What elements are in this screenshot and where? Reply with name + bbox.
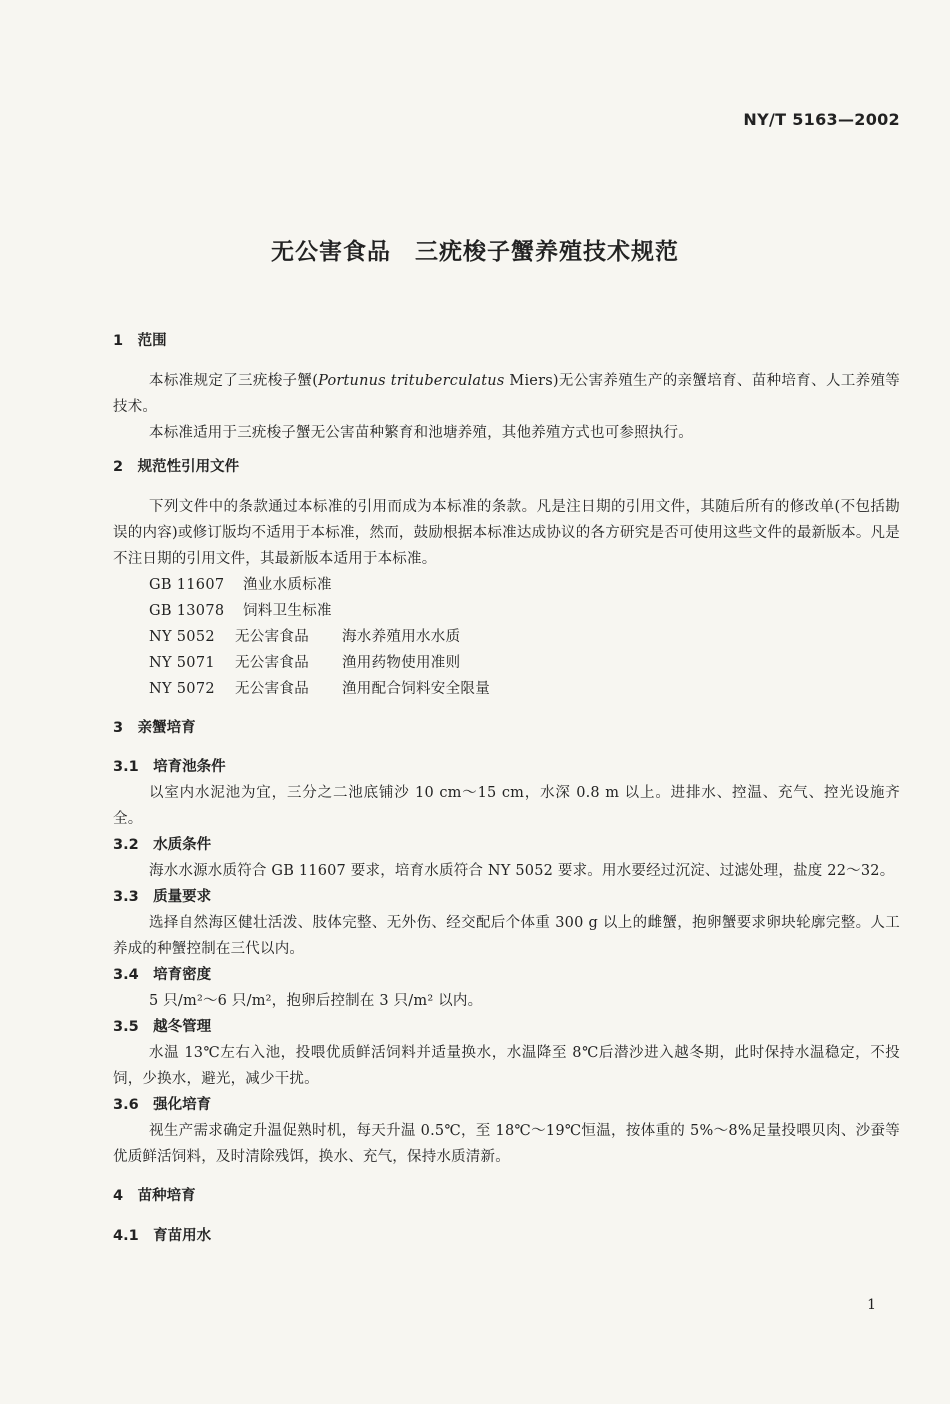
reference-item bbox=[113, 624, 900, 650]
section-1-heading: 1 范围 bbox=[113, 333, 167, 349]
standard-number: NY/T 5163—2002 bbox=[743, 110, 900, 129]
section-1-paragraph-1 bbox=[113, 368, 900, 420]
document-title: 无公害食品 三疣梭子蟹养殖技术规范 bbox=[271, 239, 679, 265]
section-3-5-heading: 3.5 越冬管理 bbox=[113, 1019, 212, 1035]
section-3-6-text: 视生产需求确定升温促熟时机，每天升温 0.5℃，至 18℃～19℃恒温，按体重的 5%～8%足量投喂贝肉、沙蚕等优质鲜活饲料，及时清除残饵，换水、充气，保持水质清新。 bbox=[113, 1123, 900, 1165]
text-span: Miers)无公害养殖生产的亲蟹培育、苗种培育、人工养殖等技术。 bbox=[113, 373, 901, 415]
reference-code: NY 5071 bbox=[149, 655, 215, 671]
section-3-4-text: 5 只/m²～6 只/m²，抱卵后控制在 3 只/m² 以内。 bbox=[149, 993, 483, 1009]
section-3-heading: 3 亲蟹培育 bbox=[113, 720, 196, 736]
section-3-2-text: 海水水源水质符合 GB 11607 要求，培育水质符合 NY 5052 要求。用水要经过沉淀、过滤处理，盐度 22～32。 bbox=[149, 863, 895, 879]
section-2-paragraph-1: 下列文件中的条款通过本标准的引用而成为本标准的条款。凡是注日期的引用文件，其随后所有的修改单(不包括勘误的内容)或修订版均不适用于本标准，然而，鼓励根据本标准达成协议的各方研究是否可使用这些文件的最新版本。凡是不注日期的引用文件，其最新版本适用于本标准。 bbox=[113, 499, 900, 567]
section-4-1-heading: 4.1 育苗用水 bbox=[113, 1228, 212, 1244]
reference-name: 渔用配合饲料安全限量 bbox=[342, 681, 490, 697]
document-body bbox=[113, 328, 900, 1249]
reference-code: NY 5052 bbox=[149, 629, 215, 645]
reference-name: 渔用药物使用准则 bbox=[342, 655, 461, 671]
section-3-1-text: 以室内水泥池为宜，三分之二池底铺沙 10 cm～15 cm，水深 0.8 m 以上。进排水、控温、充气、控光设施齐全。 bbox=[113, 785, 900, 827]
page-number: 1 bbox=[867, 1297, 876, 1313]
section-1-paragraph-2: 本标准适用于三疣梭子蟹无公害苗种繁育和池塘养殖，其他养殖方式也可参照执行。 bbox=[149, 425, 693, 441]
section-3-2-heading: 3.2 水质条件 bbox=[113, 837, 212, 853]
latin-name: Portunus trituberculatus bbox=[318, 373, 505, 389]
reference-prefix: 无公害食品 bbox=[235, 681, 309, 697]
reference-item bbox=[113, 676, 900, 702]
reference-prefix: 无公害食品 bbox=[235, 629, 309, 645]
section-3-6-heading: 3.6 强化培育 bbox=[113, 1097, 212, 1113]
reference-code: GB 11607 bbox=[149, 577, 225, 593]
reference-name: 饲料卫生标准 bbox=[243, 603, 332, 619]
section-3-5-text: 水温 13℃左右入池，投喂优质鲜活饲料并适量换水，水温降至 8℃后潜沙进入越冬期，此时保持水温稳定，不投饲，少换水，避光，减少干扰。 bbox=[113, 1045, 900, 1087]
reference-code: GB 13078 bbox=[149, 603, 225, 619]
section-3-3-heading: 3.3 质量要求 bbox=[113, 889, 212, 905]
reference-name: 海水养殖用水水质 bbox=[342, 629, 461, 645]
reference-name: 渔业水质标准 bbox=[243, 577, 332, 593]
reference-code: NY 5072 bbox=[149, 681, 215, 697]
section-3-4-heading: 3.4 培育密度 bbox=[113, 967, 212, 983]
section-3-3-text: 选择自然海区健壮活泼、肢体完整、无外伤、经交配后个体重 300 g 以上的雌蟹，抱卵蟹要求卵块轮廓完整。人工养成的种蟹控制在三代以内。 bbox=[113, 915, 900, 957]
reference-item bbox=[113, 572, 900, 598]
text-span: 本标准规定了三疣梭子蟹( bbox=[149, 373, 319, 389]
section-3-1-heading: 3.1 培育池条件 bbox=[113, 759, 226, 775]
section-2-heading: 2 规范性引用文件 bbox=[113, 459, 240, 475]
reference-prefix: 无公害食品 bbox=[235, 655, 309, 671]
section-4-heading: 4 苗种培育 bbox=[113, 1188, 196, 1204]
reference-item bbox=[113, 650, 900, 676]
reference-item bbox=[113, 598, 900, 624]
